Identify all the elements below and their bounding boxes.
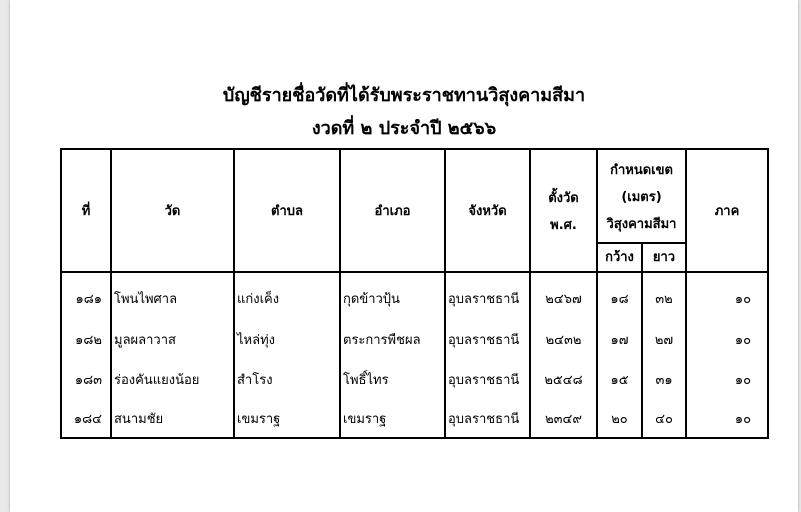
table-row: [61, 399, 768, 438]
header-province: จังหวัด: [445, 149, 530, 272]
cell-width: ๑๘: [597, 272, 642, 319]
temple-table: [60, 148, 769, 439]
cell-district: กุดข้าวปุ้น: [340, 272, 445, 319]
cell-region: ๑๐: [686, 359, 768, 399]
cell-year: ๒๔๓๒: [530, 319, 597, 359]
header-no: ที่: [61, 149, 111, 272]
cell-temple: สนามชัย: [111, 399, 234, 438]
cell-district: ตระการพืชผล: [340, 319, 445, 359]
cell-temple: ร่องคันแยงน้อย: [111, 359, 234, 399]
cell-province: อุบลราชธานี: [445, 272, 530, 319]
cell-width: ๒๐: [597, 399, 642, 438]
cell-province: อุบลราชธานี: [445, 359, 530, 399]
cell-width: ๑๗: [597, 319, 642, 359]
header-boundary-line3: วิสุงคามสีมา: [606, 216, 677, 232]
table-row: [61, 319, 768, 359]
cell-region: ๑๐: [686, 399, 768, 438]
cell-length: ๓๒: [642, 272, 686, 319]
cell-subdistrict: แก่งเค็ง: [234, 272, 340, 319]
cell-year: ๒๕๔๘: [530, 359, 597, 399]
cell-subdistrict: เขมราฐ: [234, 399, 340, 438]
cell-width: ๑๕: [597, 359, 642, 399]
cell-year: ๒๔๖๗: [530, 272, 597, 319]
cell-region: ๑๐: [686, 272, 768, 319]
cell-no: ๑๘๑: [61, 272, 111, 319]
cell-temple: โพนไพศาล: [111, 272, 234, 319]
cell-length: ๔๐: [642, 399, 686, 438]
cell-province: อุบลราชธานี: [445, 399, 530, 438]
header-founded-line1: ตั้งวัด: [548, 190, 579, 206]
header-founded-line2: พ.ศ.: [550, 217, 577, 233]
header-width: กว้าง: [597, 243, 642, 272]
header-subdistrict: ตำบล: [234, 149, 340, 272]
cell-no: ๑๘๓: [61, 359, 111, 399]
document-title: บัญชีรายชื่อวัดที่ได้รับพระราชทานวิสุงคามสีมา: [222, 85, 586, 106]
document-subtitle: งวดที่ ๒ ประจำปี ๒๕๖๖: [311, 118, 497, 139]
header-row: [61, 149, 768, 243]
header-founded: [530, 149, 597, 272]
cell-length: ๒๗: [642, 319, 686, 359]
header-temple: วัด: [111, 149, 234, 272]
cell-no: ๑๘๔: [61, 399, 111, 438]
cell-province: อุบลราชธานี: [445, 319, 530, 359]
table-row: [61, 359, 768, 399]
header-district: อำเภอ: [340, 149, 445, 272]
header-boundary: [597, 149, 686, 243]
header-boundary-line1: กำหนดเขต: [610, 162, 673, 178]
cell-subdistrict: ไหล่ทุ่ง: [234, 319, 340, 359]
document-page: [10, 0, 798, 512]
cell-temple: มูลผลาวาส: [111, 319, 234, 359]
header-region: ภาค: [686, 149, 768, 272]
cell-year: ๒๓๔๙: [530, 399, 597, 438]
cell-region: ๑๐: [686, 319, 768, 359]
table-row: [61, 272, 768, 319]
header-boundary-line2: (เมตร): [621, 189, 662, 205]
cell-district: โพธิ์ไทร: [340, 359, 445, 399]
cell-length: ๓๑: [642, 359, 686, 399]
cell-district: เขมราฐ: [340, 399, 445, 438]
cell-subdistrict: สำโรง: [234, 359, 340, 399]
cell-no: ๑๘๒: [61, 319, 111, 359]
header-length: ยาว: [642, 243, 686, 272]
